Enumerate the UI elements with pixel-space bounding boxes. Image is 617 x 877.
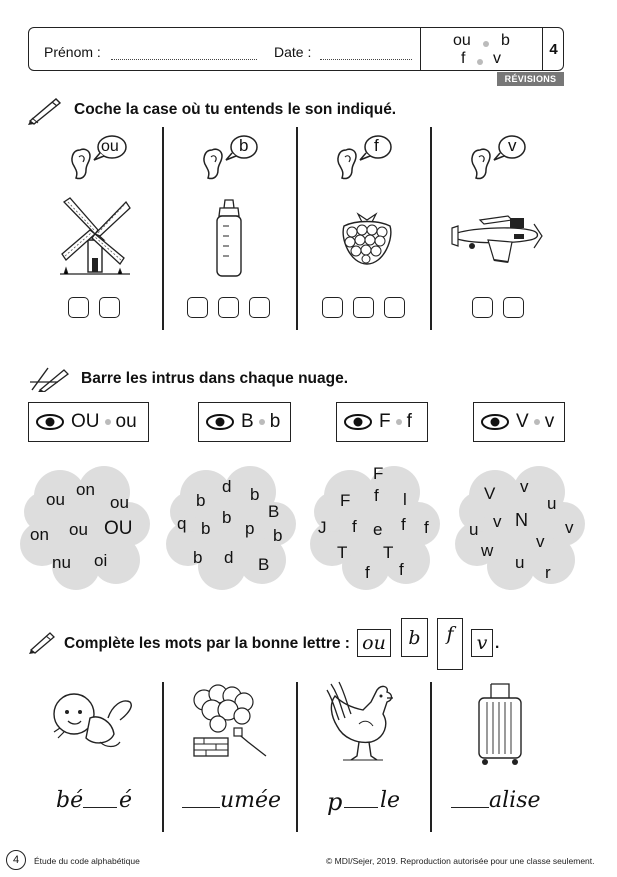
cloud-letter[interactable]: F xyxy=(340,491,351,510)
baby-bottle-picture xyxy=(212,198,246,280)
cloud-letter[interactable]: v xyxy=(520,477,529,496)
word-part-before: bé xyxy=(56,788,84,813)
cloud-letter[interactable]: u xyxy=(515,553,525,572)
cloud-letter[interactable]: b xyxy=(273,526,283,545)
word-blank[interactable] xyxy=(451,807,489,808)
syllable-checkbox[interactable] xyxy=(384,297,405,318)
column-divider xyxy=(296,127,298,330)
sound-f: f xyxy=(461,50,466,67)
sound-bubble-label: v xyxy=(508,136,517,155)
cloud-letter[interactable]: b xyxy=(201,519,211,538)
prenom-field[interactable] xyxy=(111,59,257,60)
cloud-letter[interactable]: B xyxy=(268,502,280,521)
baby-picture xyxy=(50,688,136,752)
rooster-picture xyxy=(323,680,401,764)
syllable-checkbox[interactable] xyxy=(68,297,89,318)
cloud-letter[interactable]: d xyxy=(222,477,232,496)
cloud-letter[interactable]: p xyxy=(245,519,255,538)
separator-dot xyxy=(483,41,489,47)
letter-box-ou: ou xyxy=(357,629,391,657)
cloud-letter[interactable]: v xyxy=(493,512,502,531)
page-number: 4 xyxy=(6,850,26,870)
syllable-checkbox[interactable] xyxy=(99,297,120,318)
column-divider xyxy=(430,682,432,832)
target-upper: F xyxy=(379,411,391,432)
syllable-checkbox[interactable] xyxy=(503,297,524,318)
target-upper: B xyxy=(241,411,254,432)
raspberry-picture xyxy=(338,208,396,266)
target-box-f xyxy=(336,402,428,442)
date-field[interactable] xyxy=(320,59,412,60)
cloud-letter[interactable]: b xyxy=(222,508,232,527)
cloud-letter[interactable]: u xyxy=(469,520,479,539)
windmill-picture xyxy=(58,196,132,280)
word-blank[interactable] xyxy=(344,807,378,808)
syllable-checkbox[interactable] xyxy=(249,297,270,318)
cloud-letter[interactable]: T xyxy=(383,543,394,562)
exercise3-instruction: Complète les mots par la bonne lettre : xyxy=(64,635,350,652)
column-divider xyxy=(162,682,164,832)
ear-icon xyxy=(334,132,398,182)
syllable-checkbox[interactable] xyxy=(187,297,208,318)
target-upper: OU xyxy=(71,411,100,432)
cloud-letter[interactable]: f xyxy=(401,515,406,534)
cloud-letter[interactable]: F xyxy=(373,464,384,483)
cloud-letter[interactable]: f xyxy=(365,563,370,582)
exercise2-instruction: Barre les intrus dans chaque nuage. xyxy=(81,370,349,387)
cloud-letter[interactable]: f xyxy=(352,517,357,536)
sound-b: b xyxy=(501,32,510,49)
cloud-letter[interactable]: b xyxy=(196,491,206,510)
cloud-letter[interactable]: oi xyxy=(94,551,108,570)
cloud-letter[interactable]: f xyxy=(399,560,404,579)
eye-icon xyxy=(35,413,65,431)
footer-left-text: Étude du code alphabétique xyxy=(34,856,140,866)
word-part-after: alise xyxy=(489,788,541,813)
separator-dot xyxy=(259,419,265,425)
column-divider xyxy=(162,127,164,330)
ear-icon xyxy=(68,132,132,182)
cloud-letter[interactable]: on xyxy=(76,480,95,499)
target-lower: f xyxy=(406,411,412,432)
word-part-after: é xyxy=(119,788,133,813)
sheet-number: 4 xyxy=(542,27,564,71)
letter-box-f: f xyxy=(437,618,463,670)
cloud-letter[interactable]: v xyxy=(565,518,574,537)
separator-dot xyxy=(477,59,483,65)
sound-bubble-label: ou xyxy=(101,138,119,155)
target-box-v xyxy=(473,402,565,442)
separator-dot xyxy=(396,419,402,425)
cloud-letter[interactable]: nu xyxy=(52,553,71,572)
cloud-letter[interactable]: T xyxy=(337,543,348,562)
cloud-letter[interactable]: w xyxy=(481,541,494,560)
cross-out-pencil-icon xyxy=(28,364,72,392)
syllable-checkbox[interactable] xyxy=(322,297,343,318)
cloud-letter[interactable]: f xyxy=(374,486,379,505)
target-lower: b xyxy=(269,411,281,432)
cloud-letter[interactable]: q xyxy=(177,514,187,533)
cloud-letter[interactable]: V xyxy=(484,484,496,503)
pencil-icon xyxy=(26,95,62,125)
column-divider xyxy=(430,127,432,330)
target-lower: ou xyxy=(115,411,137,432)
word-blank[interactable] xyxy=(83,807,117,808)
cloud-letter[interactable]: e xyxy=(373,520,383,539)
cloud-letter[interactable]: B xyxy=(258,555,270,574)
separator-dot xyxy=(534,419,540,425)
sound-ou: ou xyxy=(453,32,471,49)
letter-box-v: v xyxy=(471,629,493,657)
sound-bubble-label: b xyxy=(239,136,249,155)
letter-box-b: b xyxy=(401,618,428,657)
syllable-checkbox[interactable] xyxy=(218,297,239,318)
eye-icon xyxy=(205,413,235,431)
cloud-letter[interactable]: ou xyxy=(110,493,129,512)
ear-icon xyxy=(200,132,264,182)
prenom-label: Prénom : xyxy=(44,44,101,60)
cloud-letter[interactable]: ou xyxy=(69,520,88,539)
eye-icon xyxy=(343,413,373,431)
word-part-before: p xyxy=(327,788,343,816)
cloud-letter[interactable]: u xyxy=(547,494,557,513)
word-part-after: umée xyxy=(220,788,282,813)
cloud-letter[interactable]: v xyxy=(536,532,545,551)
cloud-letter[interactable]: f xyxy=(424,518,429,537)
cloud-letter[interactable]: b xyxy=(250,485,260,504)
eye-icon xyxy=(480,413,510,431)
word-blank[interactable] xyxy=(182,807,220,808)
column-divider xyxy=(296,682,298,832)
pencil-icon xyxy=(28,630,56,654)
cloud-letter[interactable]: on xyxy=(30,525,49,544)
cloud-letter[interactable]: ou xyxy=(46,490,65,509)
sound-bubble-label: f xyxy=(374,136,379,155)
target-box-ou xyxy=(28,402,149,442)
ear-icon xyxy=(468,132,532,182)
suitcase-picture xyxy=(475,682,525,766)
separator-dot xyxy=(105,419,111,425)
cloud-letter[interactable]: N xyxy=(515,510,528,530)
footer-copyright: © MDI/Sejer, 2019. Reproduction autorisée pour une classe seulement. xyxy=(326,856,595,866)
cloud-letter[interactable]: r xyxy=(545,563,551,582)
syllable-checkbox[interactable] xyxy=(472,297,493,318)
airplane-picture xyxy=(450,206,544,268)
word-part-after: le xyxy=(380,788,401,813)
date-label: Date : xyxy=(274,44,312,60)
cloud-letter[interactable]: b xyxy=(193,548,203,567)
cloud-letter[interactable]: OU xyxy=(104,518,133,539)
end-period: . xyxy=(495,635,500,652)
exercise1-instruction: Coche la case où tu entends le son indiqué. xyxy=(74,101,397,118)
target-box-b xyxy=(198,402,291,442)
cloud-letter[interactable]: J xyxy=(318,518,327,537)
cloud-letter[interactable]: l xyxy=(403,490,407,509)
sound-v: v xyxy=(493,50,501,67)
revisions-tag: RÉVISIONS xyxy=(497,72,564,86)
target-lower: v xyxy=(544,411,555,432)
target-upper: V xyxy=(516,411,529,432)
smoking-chimney-picture xyxy=(186,684,272,760)
syllable-checkbox[interactable] xyxy=(353,297,374,318)
cloud-letter[interactable]: d xyxy=(224,548,234,567)
